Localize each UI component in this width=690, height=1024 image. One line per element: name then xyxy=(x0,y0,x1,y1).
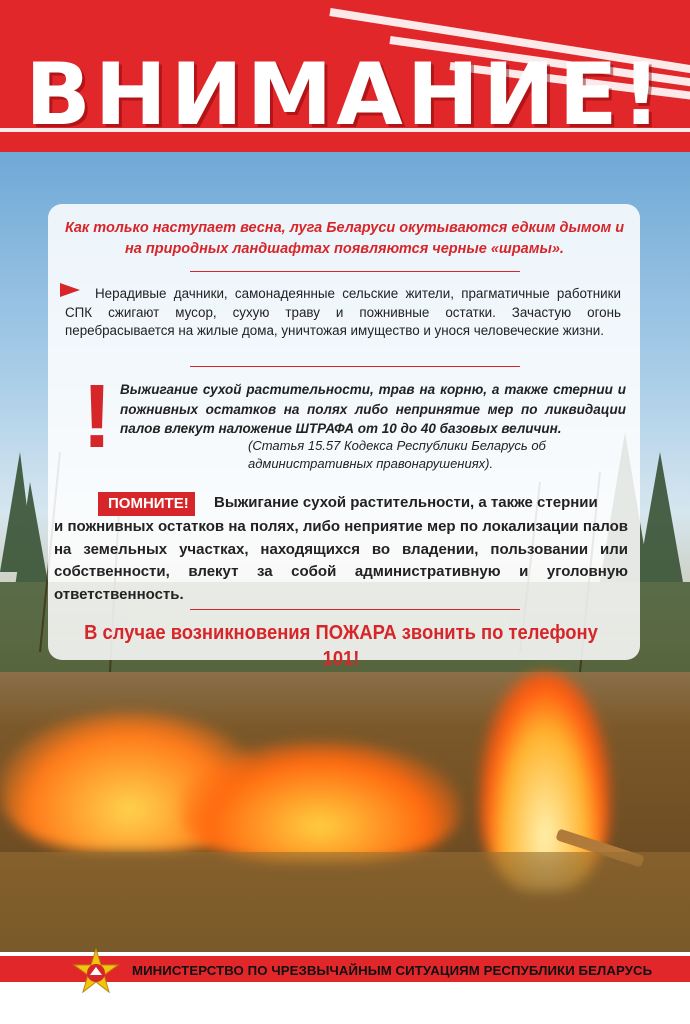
remember-line: Выжигание сухой растительности, а также стернии xyxy=(214,494,598,511)
ministry-name: МИНИСТЕРСТВО ПО ЧРЕЗВЫЧАЙНЫМ СИТУАЦИЯМ РЕСПУБЛИКИ БЕЛАРУСЬ xyxy=(132,963,653,978)
fine-warning-text: Выжигание сухой растительности, трав на корню, а также стернии и пожнивных остатков на полях либо непринятие мер по ликвидации палов влекут наложение ШТРАФА от 10 до 40 базовых величин. xyxy=(120,382,626,436)
emergency-call-text: В случае возникновения ПОЖАРА звонить по телефону 101! xyxy=(84,622,598,670)
exclamation-icon: ! xyxy=(82,367,112,467)
fire-flame xyxy=(180,742,460,862)
header-banner xyxy=(0,0,690,152)
remember-badge: ПОМНИТЕ! xyxy=(98,492,195,516)
grass-foreground xyxy=(0,852,690,952)
paragraph-text: Нерадивые дачники, самонадеянные сельские жители, прагматичные работники СПК сжигают мусор, сухую траву и пожнивные остатки. Зачастую огонь перебрасывается на жилые дома, уничтожая имущество и унося человеческие жизни. xyxy=(65,286,621,339)
intro-text: Как только наступает весна, луга Беларуси окутываются едким дымом и на природных ландшафтах появляются черные «шрамы». xyxy=(64,220,625,257)
page-title: ВНИМАНИЕ! xyxy=(25,45,665,145)
divider xyxy=(190,609,520,610)
divider xyxy=(190,271,520,272)
mchs-emblem-icon xyxy=(72,948,120,996)
remember-text: и пожнивных остатков на полях, либо неприятие мер по локализации палов на земельных участках, находящихся во владении, пользовании или собственности, влекут за собой административную и уголовную ответственность. xyxy=(54,518,628,603)
divider xyxy=(190,366,520,367)
article-reference: (Статья 15.57 Кодекса Республики Беларусь об административных правонарушениях). xyxy=(248,438,546,471)
